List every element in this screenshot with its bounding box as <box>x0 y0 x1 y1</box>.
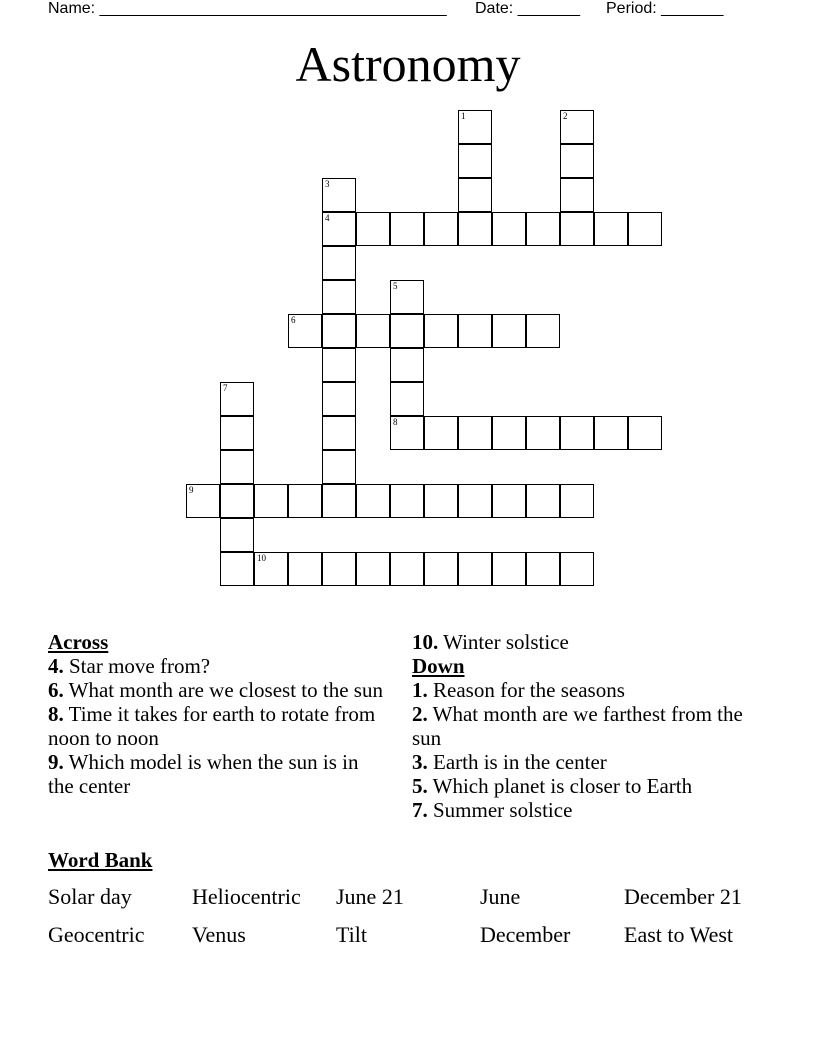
clue-text: Reason for the seasons <box>427 678 625 702</box>
word-bank-item: December <box>480 922 571 947</box>
clues-right-column <box>412 630 752 822</box>
word-bank-item: June 21 <box>336 884 404 909</box>
crossword-cell[interactable] <box>220 450 254 484</box>
word-bank-item: Heliocentric <box>192 884 301 909</box>
down-clue <box>412 678 752 702</box>
across-heading: Across <box>48 630 109 654</box>
clue-text: Time it takes for earth to rotate from noon to noon <box>48 702 376 750</box>
clue-text: Which model is when the sun is in the center <box>48 750 359 798</box>
crossword-cell[interactable] <box>288 484 322 518</box>
crossword-cell[interactable] <box>458 314 492 348</box>
page-title: Astronomy <box>295 36 521 92</box>
crossword-cell[interactable] <box>628 212 662 246</box>
crossword-cell[interactable] <box>458 552 492 586</box>
crossword-cell[interactable] <box>356 484 390 518</box>
crossword-cell[interactable] <box>458 212 492 246</box>
down-heading: Down <box>412 654 465 678</box>
clue-number: 4. <box>48 654 64 678</box>
crossword-cell[interactable] <box>322 552 356 586</box>
crossword-cell[interactable] <box>390 416 424 450</box>
clues-left-column <box>48 630 388 798</box>
crossword-cell[interactable] <box>322 348 356 382</box>
across-clue <box>48 678 388 702</box>
down-clue <box>412 774 752 798</box>
crossword-cell[interactable] <box>390 280 424 314</box>
crossword-cell[interactable] <box>526 212 560 246</box>
across-clue <box>48 750 388 798</box>
cell-number: 2 <box>563 111 568 121</box>
crossword-cell[interactable] <box>390 212 424 246</box>
crossword-cell[interactable] <box>424 484 458 518</box>
word-bank-item: East to West <box>624 922 734 947</box>
cell-number: 10 <box>257 553 266 563</box>
across-clue <box>412 630 752 654</box>
crossword-cell[interactable] <box>492 314 526 348</box>
down-clue <box>412 750 752 774</box>
crossword-cell[interactable] <box>594 212 628 246</box>
name-field[interactable]: Name: _______________________________________ <box>48 0 447 17</box>
crossword-cell[interactable] <box>254 552 288 586</box>
crossword-cell[interactable] <box>322 212 356 246</box>
crossword-cell[interactable] <box>322 246 356 280</box>
clue-number: 5. <box>412 774 428 798</box>
across-clue-list <box>48 654 388 798</box>
clue-number: 9. <box>48 750 64 774</box>
crossword-cell[interactable] <box>390 382 424 416</box>
clue-text: Which planet is closer to Earth <box>427 774 693 798</box>
crossword-cell[interactable] <box>390 348 424 382</box>
crossword-cell[interactable] <box>220 416 254 450</box>
word-bank-heading: Word Bank <box>48 848 153 872</box>
clue-text: What month are we farthest from the sun <box>412 702 743 750</box>
crossword-cell[interactable] <box>560 110 594 144</box>
clue-number: 2. <box>412 702 428 726</box>
crossword-cell[interactable] <box>560 484 594 518</box>
cell-number: 4 <box>325 213 330 223</box>
crossword-cell[interactable] <box>560 416 594 450</box>
crossword-cell[interactable] <box>560 212 594 246</box>
cell-number: 8 <box>393 417 398 427</box>
cell-number: 5 <box>393 281 398 291</box>
crossword-cell[interactable] <box>390 552 424 586</box>
crossword-cell[interactable] <box>458 144 492 178</box>
word-bank-item: Venus <box>192 922 246 947</box>
crossword-cell[interactable] <box>356 314 390 348</box>
crossword-cell[interactable] <box>322 416 356 450</box>
crossword-cell[interactable] <box>220 484 254 518</box>
crossword-cell[interactable] <box>186 484 220 518</box>
crossword-cell[interactable] <box>594 416 628 450</box>
across-clue <box>48 654 388 678</box>
crossword-cell[interactable] <box>424 314 458 348</box>
crossword-cell[interactable] <box>356 552 390 586</box>
crossword-cell[interactable] <box>526 552 560 586</box>
cell-number: 7 <box>223 383 228 393</box>
clue-number: 8. <box>48 702 64 726</box>
crossword-cell[interactable] <box>356 212 390 246</box>
clue-text: Summer solstice <box>427 798 573 822</box>
crossword-cell[interactable] <box>424 416 458 450</box>
crossword-cell[interactable] <box>288 552 322 586</box>
clue-text: What month are we closest to the sun <box>63 678 383 702</box>
down-clue <box>412 702 752 750</box>
across-clue <box>48 702 388 750</box>
date-field[interactable]: Date: _______ <box>475 0 580 17</box>
cell-number: 1 <box>461 111 466 121</box>
down-clue-list <box>412 678 752 822</box>
crossword-cell[interactable] <box>424 212 458 246</box>
clue-text: Earth is in the center <box>427 750 607 774</box>
crossword-cell[interactable] <box>322 450 356 484</box>
crossword-cell[interactable] <box>492 416 526 450</box>
down-clue <box>412 798 752 822</box>
word-bank-item: June <box>480 884 521 909</box>
crossword-cell[interactable] <box>560 552 594 586</box>
clue-number: 1. <box>412 678 428 702</box>
crossword-cell[interactable] <box>220 552 254 586</box>
crossword-cell[interactable] <box>322 382 356 416</box>
crossword-cell[interactable] <box>560 144 594 178</box>
crossword-cell[interactable] <box>526 416 560 450</box>
crossword-cell[interactable] <box>492 552 526 586</box>
crossword-cell[interactable] <box>322 484 356 518</box>
crossword-cell[interactable] <box>458 178 492 212</box>
crossword-cell[interactable] <box>220 518 254 552</box>
crossword-cell[interactable] <box>220 382 254 416</box>
cell-number: 9 <box>189 485 194 495</box>
crossword-cell[interactable] <box>526 484 560 518</box>
crossword-cell[interactable] <box>526 314 560 348</box>
crossword-cell[interactable] <box>322 280 356 314</box>
word-bank-item: December 21 <box>624 884 742 909</box>
clue-text: Star move from? <box>63 654 211 678</box>
crossword-cell[interactable] <box>492 484 526 518</box>
crossword-cell[interactable] <box>254 484 288 518</box>
crossword-cell[interactable] <box>628 416 662 450</box>
crossword-cell[interactable] <box>390 314 424 348</box>
crossword-cell[interactable] <box>322 314 356 348</box>
crossword-cell[interactable] <box>458 110 492 144</box>
crossword-cell[interactable] <box>492 212 526 246</box>
across-clue-list-continued <box>412 630 752 654</box>
crossword-cell[interactable] <box>560 178 594 212</box>
clue-number: 3. <box>412 750 428 774</box>
crossword-cell[interactable] <box>458 416 492 450</box>
crossword-cell[interactable] <box>458 484 492 518</box>
cell-number: 3 <box>325 179 330 189</box>
clue-number: 7. <box>412 798 428 822</box>
crossword-cell[interactable] <box>322 178 356 212</box>
clue-text: Winter solstice <box>438 630 569 654</box>
word-bank-item: Solar day <box>48 884 132 909</box>
period-field[interactable]: Period: _______ <box>606 0 724 17</box>
word-bank-item: Geocentric <box>48 922 145 947</box>
clue-number: 6. <box>48 678 64 702</box>
word-bank-item: Tilt <box>336 922 368 947</box>
clue-number: 10. <box>412 630 439 654</box>
cell-number: 6 <box>291 315 296 325</box>
crossword-cell[interactable] <box>424 552 458 586</box>
crossword-cell[interactable] <box>288 314 322 348</box>
crossword-cell[interactable] <box>390 484 424 518</box>
